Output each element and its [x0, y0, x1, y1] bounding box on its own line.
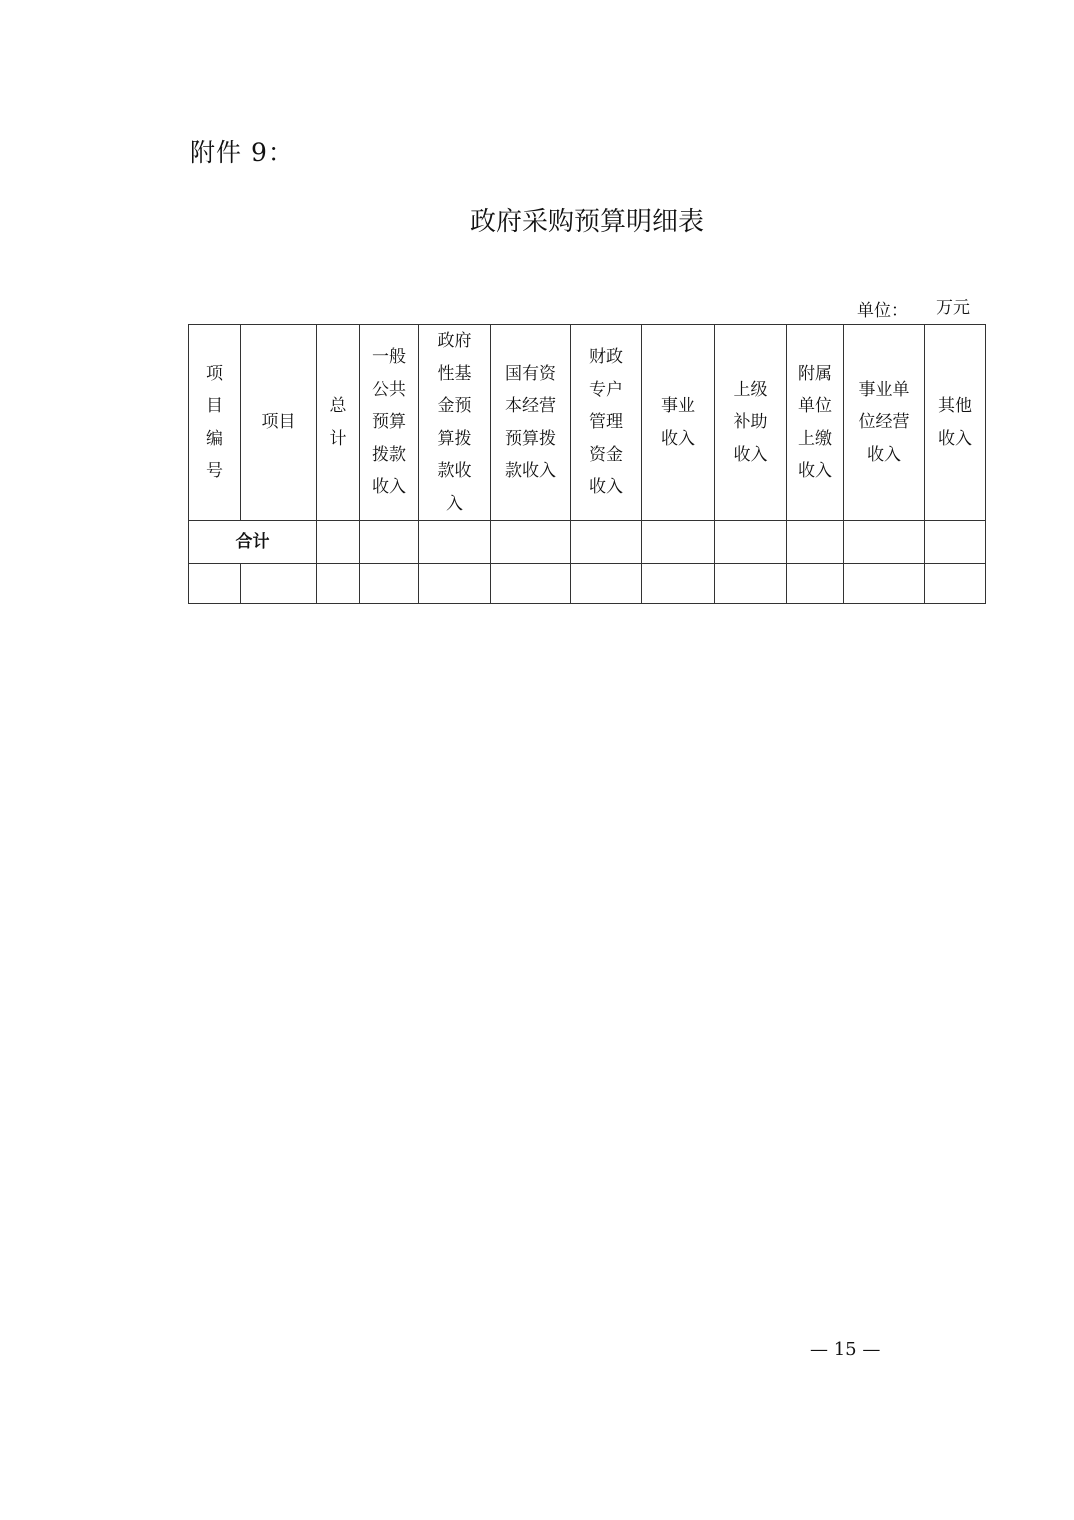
- header-project-code: 项 目 编 号: [189, 325, 241, 521]
- header-total: 总 计: [317, 325, 360, 521]
- header-business-income: 事业 收入: [642, 325, 715, 521]
- table-cell: [715, 564, 787, 604]
- table-row: [189, 564, 986, 604]
- table-cell: [844, 564, 925, 604]
- page-number: — 15 —: [810, 1339, 881, 1360]
- table-cell: [419, 521, 491, 564]
- header-government-fund-budget: 政府 性基 金预 算拨 款收 入: [419, 325, 491, 521]
- header-special-account-funds: 财政 专户 管理 资金 收入: [571, 325, 642, 521]
- table-cell: [317, 521, 360, 564]
- table-cell: [241, 564, 317, 604]
- table-cell: [844, 521, 925, 564]
- unit-value: 万元: [936, 298, 970, 318]
- procurement-budget-table: [188, 324, 986, 604]
- header-subordinate-remittance: 附属 单位 上缴 收入: [787, 325, 844, 521]
- table-cell: [491, 521, 571, 564]
- table-cell: [419, 564, 491, 604]
- header-project: 项目: [241, 325, 317, 521]
- table-cell: [360, 564, 419, 604]
- table-cell: [642, 564, 715, 604]
- unit-label: 单位：: [857, 301, 908, 321]
- table-cell: [787, 521, 844, 564]
- header-superior-subsidy: 上级 补助 收入: [715, 325, 787, 521]
- table-cell: [787, 564, 844, 604]
- header-state-capital-budget: 国有资 本经营 预算拨 款收入: [491, 325, 571, 521]
- header-other-income: 其他 收入: [925, 325, 986, 521]
- table-cell: [571, 564, 642, 604]
- table-cell: [925, 521, 986, 564]
- table-cell: [925, 564, 986, 604]
- table-row-total: [189, 521, 986, 564]
- table-cell: [642, 521, 715, 564]
- table-cell: [571, 521, 642, 564]
- table-cell: [189, 564, 241, 604]
- table-header-row: [189, 325, 986, 521]
- total-label: 合计: [189, 521, 317, 564]
- table-cell: [317, 564, 360, 604]
- page-title: 政府采购预算明细表: [469, 207, 704, 237]
- table-cell: [360, 521, 419, 564]
- attachment-label: 附件 9：: [190, 138, 294, 167]
- table-cell: [715, 521, 787, 564]
- header-general-public-budget: 一般 公共 预算 拨款 收入: [360, 325, 419, 521]
- table-cell: [491, 564, 571, 604]
- header-operating-income: 事业单 位经营 收入: [844, 325, 925, 521]
